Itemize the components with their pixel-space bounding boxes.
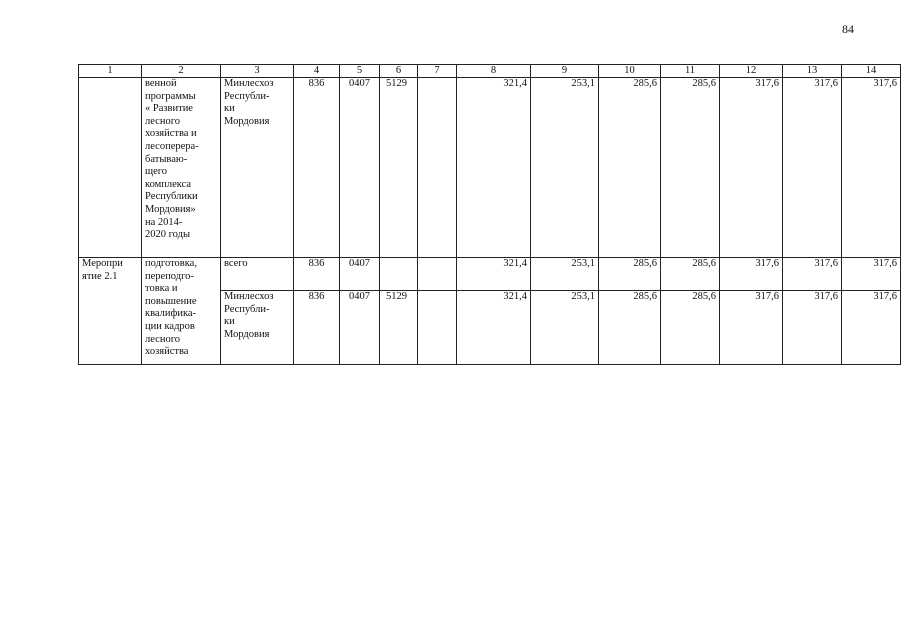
value-cell: 317,6 — [842, 258, 901, 291]
page-number: 84 — [842, 22, 854, 36]
text-line: Республики — [145, 191, 198, 203]
header-cell: 3 — [221, 65, 294, 78]
text-line: ции кадров — [145, 320, 195, 332]
value-cell: 317,6 — [842, 291, 901, 365]
text-line: подготовка, — [145, 258, 197, 269]
text-line: Мордовия — [224, 328, 270, 340]
value-cell: 0407 — [340, 258, 380, 291]
value-cell: 317,6 — [842, 78, 901, 258]
executor-cell: всего — [221, 258, 294, 291]
value-cell: 317,6 — [783, 258, 842, 291]
text-line: ки — [224, 316, 235, 328]
value-cell: 321,4 — [457, 291, 531, 365]
text-line: товка и — [145, 283, 178, 295]
value-cell: 253,1 — [531, 291, 599, 365]
text-line: Меропри — [82, 258, 123, 269]
table-row — [79, 78, 901, 258]
text-line: программы — [145, 90, 196, 102]
value-cell — [418, 258, 457, 291]
executor-cell — [221, 291, 294, 365]
text-line: хозяйства — [145, 346, 189, 358]
text-line: переподго- — [145, 270, 194, 282]
value-cell: 0407 — [340, 291, 380, 365]
value-cell — [418, 78, 457, 258]
header-cell: 11 — [661, 65, 720, 78]
text-line: ки — [224, 103, 235, 115]
header-cell: 8 — [457, 65, 531, 78]
executor-cell — [221, 78, 294, 258]
table-row — [79, 258, 901, 291]
text-line: батываю- — [145, 153, 188, 165]
value-cell: 285,6 — [661, 291, 720, 365]
text-line: Минлесхоз — [224, 291, 274, 302]
text-line: лесоперера- — [145, 140, 199, 152]
text-line: Мордовия — [224, 115, 270, 127]
header-cell: 4 — [294, 65, 340, 78]
value-cell: 5129 — [380, 291, 418, 365]
value-cell: 5129 — [380, 78, 418, 258]
value-cell: 0407 — [340, 78, 380, 258]
header-cell: 12 — [720, 65, 783, 78]
value-cell: 285,6 — [661, 78, 720, 258]
header-cell: 6 — [380, 65, 418, 78]
text-line: лесного — [145, 333, 180, 345]
value-cell — [418, 291, 457, 365]
text-line: « Развитие — [145, 103, 193, 115]
value-cell: 321,4 — [457, 78, 531, 258]
header-cell: 9 — [531, 65, 599, 78]
text-line: хозяйства и — [145, 128, 197, 140]
value-cell: 317,6 — [720, 258, 783, 291]
header-cell: 5 — [340, 65, 380, 78]
text-line: повышение — [145, 295, 197, 307]
value-cell: 836 — [294, 291, 340, 365]
header-cell: 7 — [418, 65, 457, 78]
value-cell: 836 — [294, 258, 340, 291]
text-line: Минлесхоз — [224, 78, 274, 89]
text-line: 2020 годы — [145, 229, 191, 241]
text-line: комплекса — [145, 178, 192, 190]
value-cell: 317,6 — [783, 291, 842, 365]
header-cell: 1 — [79, 65, 142, 78]
value-cell: 285,6 — [599, 78, 661, 258]
header-cell: 13 — [783, 65, 842, 78]
text-line: щего — [145, 166, 168, 178]
header-cell: 2 — [142, 65, 221, 78]
value-cell: 317,6 — [720, 291, 783, 365]
value-cell — [380, 258, 418, 291]
text-line: ятие 2.1 — [82, 270, 118, 282]
header-row — [79, 65, 901, 78]
program-name-cell — [142, 78, 221, 258]
activity-name-cell — [142, 258, 221, 365]
value-cell: 285,6 — [599, 258, 661, 291]
text-line: Республи- — [224, 90, 270, 102]
value-cell: 253,1 — [531, 258, 599, 291]
text-line: квалифика- — [145, 308, 197, 320]
header-cell: 14 — [842, 65, 901, 78]
text-line: Мордовия» — [145, 203, 196, 215]
budget-table — [78, 64, 901, 365]
value-cell: 317,6 — [720, 78, 783, 258]
value-cell: 836 — [294, 78, 340, 258]
text-line: Республи- — [224, 303, 270, 315]
text-line: лесного — [145, 115, 180, 127]
row-label-cell — [79, 258, 142, 365]
row-label-cell — [79, 78, 142, 258]
text-line: венной — [145, 78, 177, 89]
value-cell: 317,6 — [783, 78, 842, 258]
value-cell: 285,6 — [661, 258, 720, 291]
header-cell: 10 — [599, 65, 661, 78]
value-cell: 285,6 — [599, 291, 661, 365]
value-cell: 321,4 — [457, 258, 531, 291]
value-cell: 253,1 — [531, 78, 599, 258]
text-line: на 2014- — [145, 216, 183, 228]
